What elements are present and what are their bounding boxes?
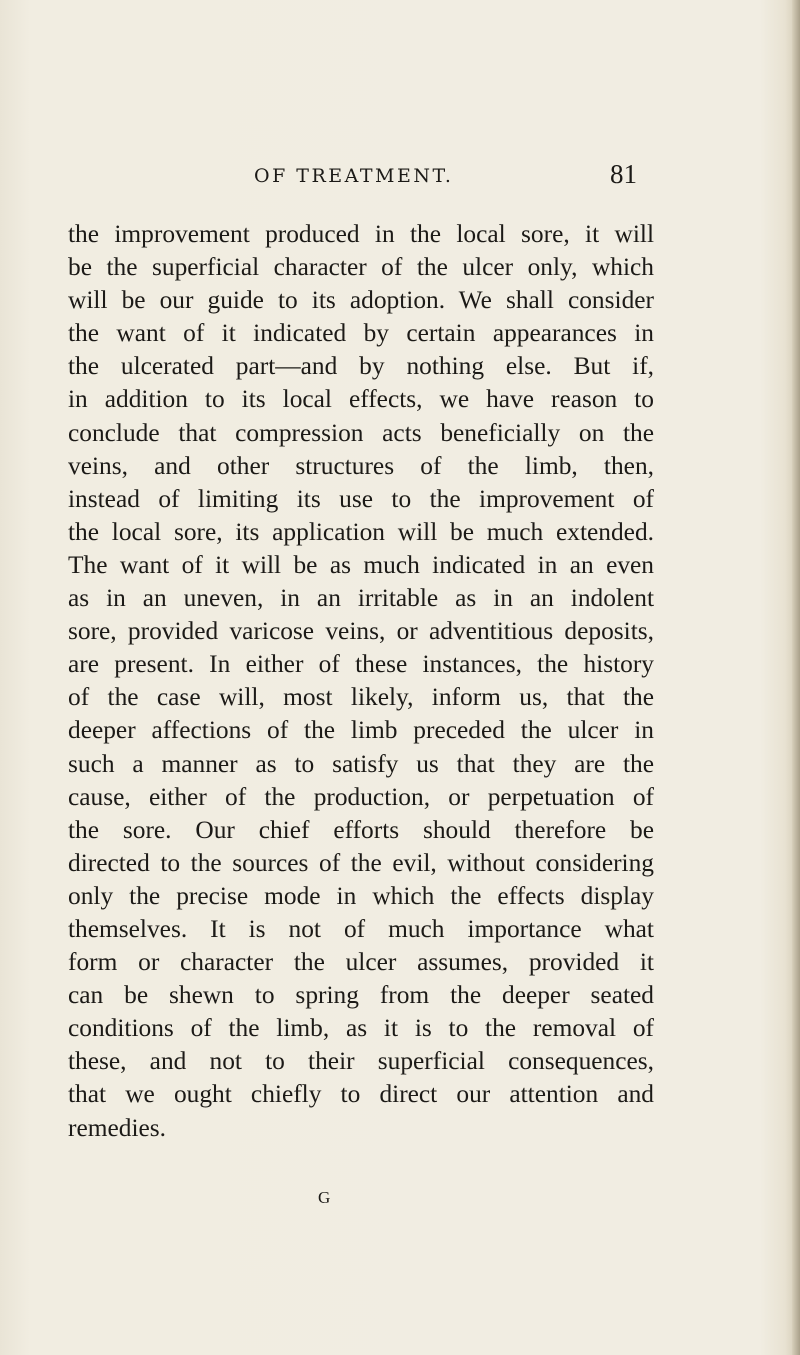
text-line: conclude that compression acts beneficially on the (68, 418, 654, 447)
text-line: veins, and other structures of the limb, then, (68, 451, 654, 480)
text-line: only the precise mode in which the effects display (68, 881, 654, 910)
text-line-last: remedies. (68, 1113, 166, 1142)
page-number: 81 (610, 159, 637, 189)
text-line: the ulcerated part—and by nothing else. But if, (68, 352, 654, 381)
text-line: the local sore, its application will be much extended. (68, 517, 654, 546)
text-line: sore, provided varicose veins, or adventitious deposits, (68, 617, 654, 646)
text-line: such a manner as to satisfy us that they are the (68, 749, 654, 778)
text-line: directed to the sources of the evil, without considering (68, 848, 654, 877)
signature-mark: G (318, 1188, 331, 1207)
body-text (68, 218, 654, 1145)
text-line: conditions of the limb, as it is to the removal of (68, 1014, 654, 1043)
text-line: The want of it will be as much indicated in an even (68, 550, 654, 579)
page-edge-shadow (792, 0, 800, 1355)
text-line: cause, either of the production, or perpetuation of (68, 782, 654, 811)
text-line: form or character the ulcer assumes, provided it (68, 948, 654, 977)
text-line: the improvement produced in the local sore, it will (68, 220, 654, 248)
text-line: will be our guide to its adoption. We shall consider (68, 286, 654, 315)
text-line: the want of it indicated by certain appearances in (68, 319, 654, 348)
text-line: as in an uneven, in an irritable as in an indolent (68, 584, 654, 613)
text-line: the sore. Our chief efforts should therefore be (68, 815, 654, 844)
text-line: in addition to its local effects, we have reason to (68, 385, 654, 414)
text-line: be the superficial character of the ulcer only, which (68, 253, 654, 282)
text-line: are present. In either of these instances, the history (68, 650, 654, 679)
running-head: OF TREATMENT. (254, 165, 454, 187)
page-header (250, 155, 670, 195)
text-line: of the case will, most likely, inform us, that the (68, 683, 654, 712)
text-line: themselves. It is not of much importance what (68, 914, 654, 943)
text-line: deeper affections of the limb preceded the ulcer in (68, 716, 654, 745)
text-line: these, and not to their superficial consequences, (68, 1047, 654, 1076)
text-line: instead of limiting its use to the improvement of (68, 484, 654, 513)
text-line: can be shewn to spring from the deeper seated (68, 981, 654, 1010)
text-line: that we ought chiefly to direct our attention and (68, 1080, 654, 1109)
